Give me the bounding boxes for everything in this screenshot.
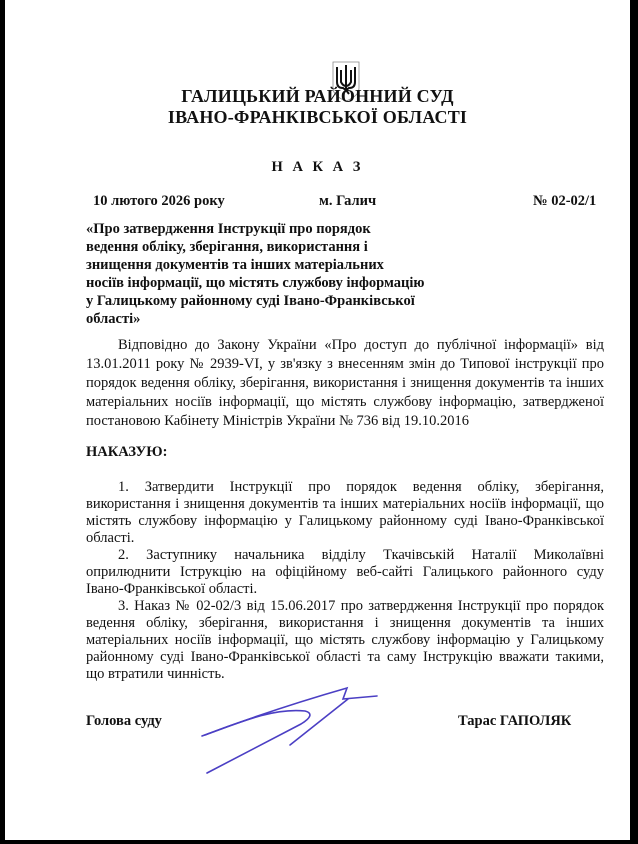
- document-type: Н А К А З: [271, 159, 364, 175]
- subject-line: «Про затвердження Інструкції про порядок: [86, 221, 371, 237]
- order-place: м. Галич: [319, 193, 377, 209]
- order-item-line: використання і знищення документів та інших матеріальних носіїв інформації, що: [86, 496, 604, 512]
- document-page: [5, 0, 630, 840]
- order-item-line: 3. Наказ № 02-02/3 від 15.06.2017 про затвердження Інструкції про порядок: [118, 598, 604, 614]
- order-item-line: 1. Затвердити Інструкції про порядок ведення обліку, зберігання,: [118, 479, 604, 495]
- order-item-line: оприлюднити Іструкцію на офіційному веб-сайті Галицького районного суду: [86, 564, 604, 580]
- preamble-line: Відповідно до Закону України «Про доступ до публічної інформації» від: [118, 337, 604, 353]
- preamble-line: 13.01.2011 року № 2939-VI, у зв'язку з внесенням змін до Типової інструкції про: [86, 356, 604, 372]
- subject-line: носіїв інформації, що містять службову інформацію: [86, 275, 425, 291]
- preamble-line: порядок ведення обліку, зберігання, використання і знищення документів та інших: [86, 375, 604, 391]
- order-item-line: матеріальних носіїв інформації, що містять службову інформацію у Галицькому: [86, 632, 604, 648]
- order-date: 10 лютого 2026 року: [93, 193, 225, 209]
- order-item-line: районному суді Івано-Франківської області та саму Інструкцію вважати такими,: [86, 649, 604, 665]
- order-item-line: що втратили чинність.: [86, 666, 225, 682]
- subject-line: ведення обліку, зберігання, використання і: [86, 239, 368, 255]
- order-item-line: 2. Заступнику начальника відділу Ткачівській Наталії Миколаївні: [118, 547, 604, 563]
- court-name-line2: ІВАНО-ФРАНКІВСЬКОЇ ОБЛАСТІ: [167, 107, 468, 127]
- signatory-name: Тарас ГАПОЛЯК: [458, 713, 572, 729]
- order-item-line: Івано-Франківської області.: [86, 581, 258, 597]
- signature-position: Голова суду: [86, 713, 162, 729]
- preamble-line: постановою Кабінету Міністрів України № 736 від 19.10.2016: [86, 413, 470, 429]
- order-number: № 02-02/1: [533, 193, 597, 209]
- order-item-line: ведення обліку, зберігання, використання і знищення документів та інших: [86, 615, 604, 631]
- court-name-line1: ГАЛИЦЬКИЙ РАЙОННИЙ СУД: [181, 86, 454, 106]
- subject-line: у Галицькому районному суді Івано-Франківської: [86, 293, 415, 309]
- preamble-line: матеріальних носіїв інформації, що містять службову інформацію, затвердженої: [86, 394, 604, 410]
- subject-line: знищення документів та інших матеріальних: [86, 257, 384, 273]
- subject-line: області»: [86, 311, 141, 327]
- order-item-line: містять службову інформацію у Галицькому районному суді Івано-Франківської: [86, 513, 604, 529]
- signature-strokes: [202, 688, 377, 773]
- order-heading: НАКАЗУЮ:: [86, 444, 168, 460]
- order-item-line: області.: [86, 530, 135, 546]
